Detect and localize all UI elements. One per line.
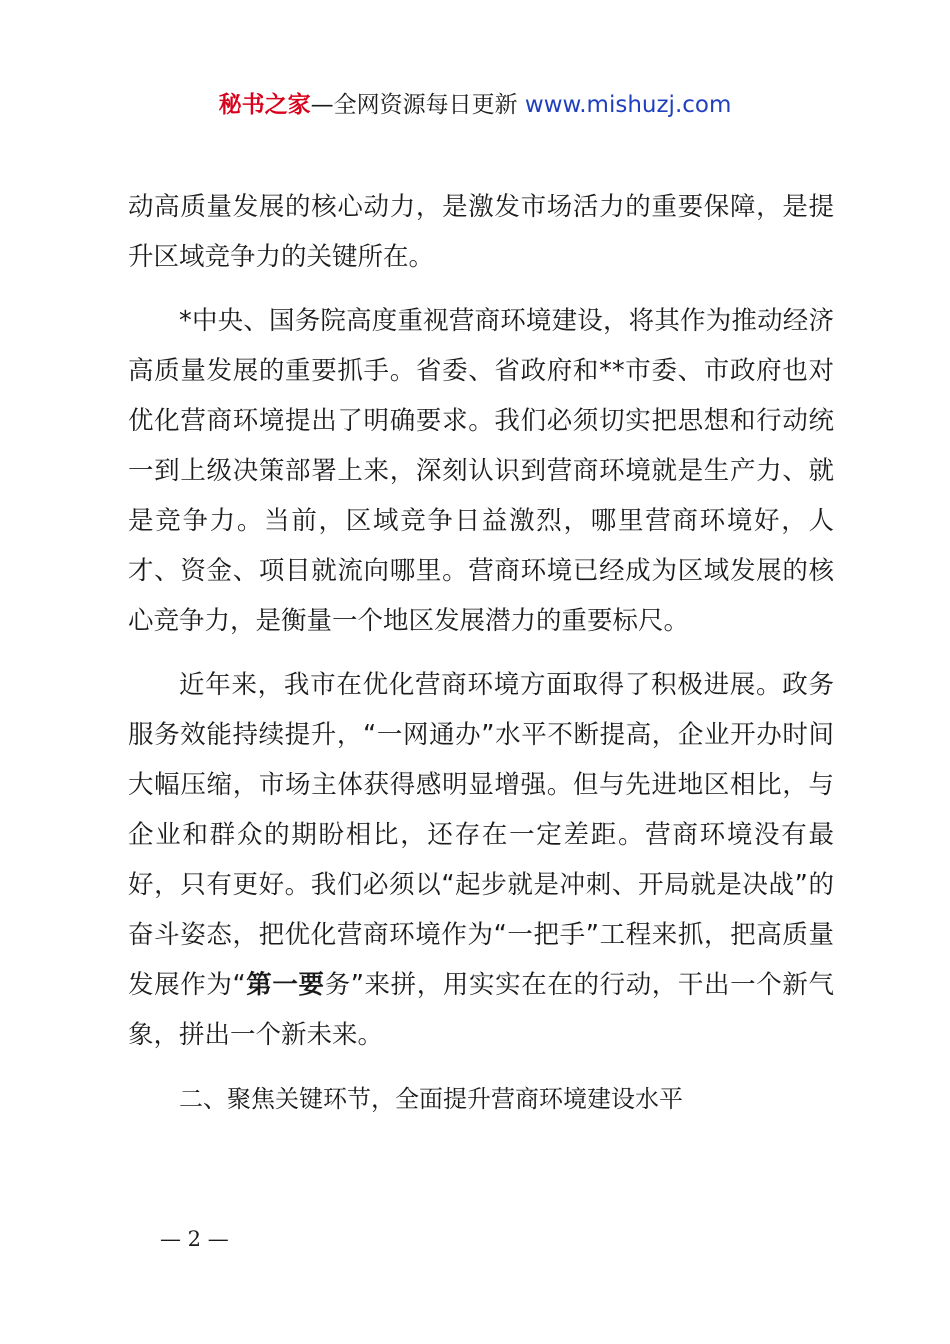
header-url-link[interactable]: www.mishuzj.com [524,92,732,118]
document-body [128,182,834,1124]
paragraph-1: 动高质量发展的核心动力，是激发市场活力的重要保障，是提升区域竞争力的关键所在。 [128,192,834,272]
paragraph-3-text-end: 务”来拼，用实实在在的行动，干出一个新气象，拼出一个新未来。 [128,970,834,1050]
section-heading: 二、聚焦关键环节，全面提升营商环境建设水平 [179,1085,683,1113]
paragraph-3-text-start: 近年来，我市在优化营商环境方面取得了积极进展。政务服务效能持续提升，“一网通办”水平不断提高，企业开办时间大幅压缩，市场主体获得感明显增强。但与先进地区相比，与企业和群众的期盼相比，还存在一定差距。营商环境没有最好，只有更好。我们必须以“起步就是冲刺、开局就是决战”的奋斗姿态，把优化营商环境作为“一把手”工程来抓，把高质量发展作为“ [128,670,834,1000]
page-number: — 2 — [160,1227,229,1251]
page-header [0,88,950,122]
brand-name: 秘书之家 [218,92,311,118]
paragraph-2: *中央、国务院高度重视营商环境建设，将其作为推动经济高质量发展的重要抓手。省委、省政府和**市委、市政府也对优化营商环境提出了明确要求。我们必须切实把思想和行动统一到上级决策部署上来，深刻认识到营商环境就是生产力、就是竞争力。当前，区域竞争日益激烈，哪里营商环境好，人才、资金、项目就流向哪里。营商环境已经成为区域发展的核心竞争力，是衡量一个地区发展潜力的重要标尺。 [128,306,834,636]
paragraph-3-bold-text: 第一要 [245,970,325,1000]
paragraph-3 [128,660,834,1060]
header-slogan: —全网资源每日更新 [310,92,518,118]
